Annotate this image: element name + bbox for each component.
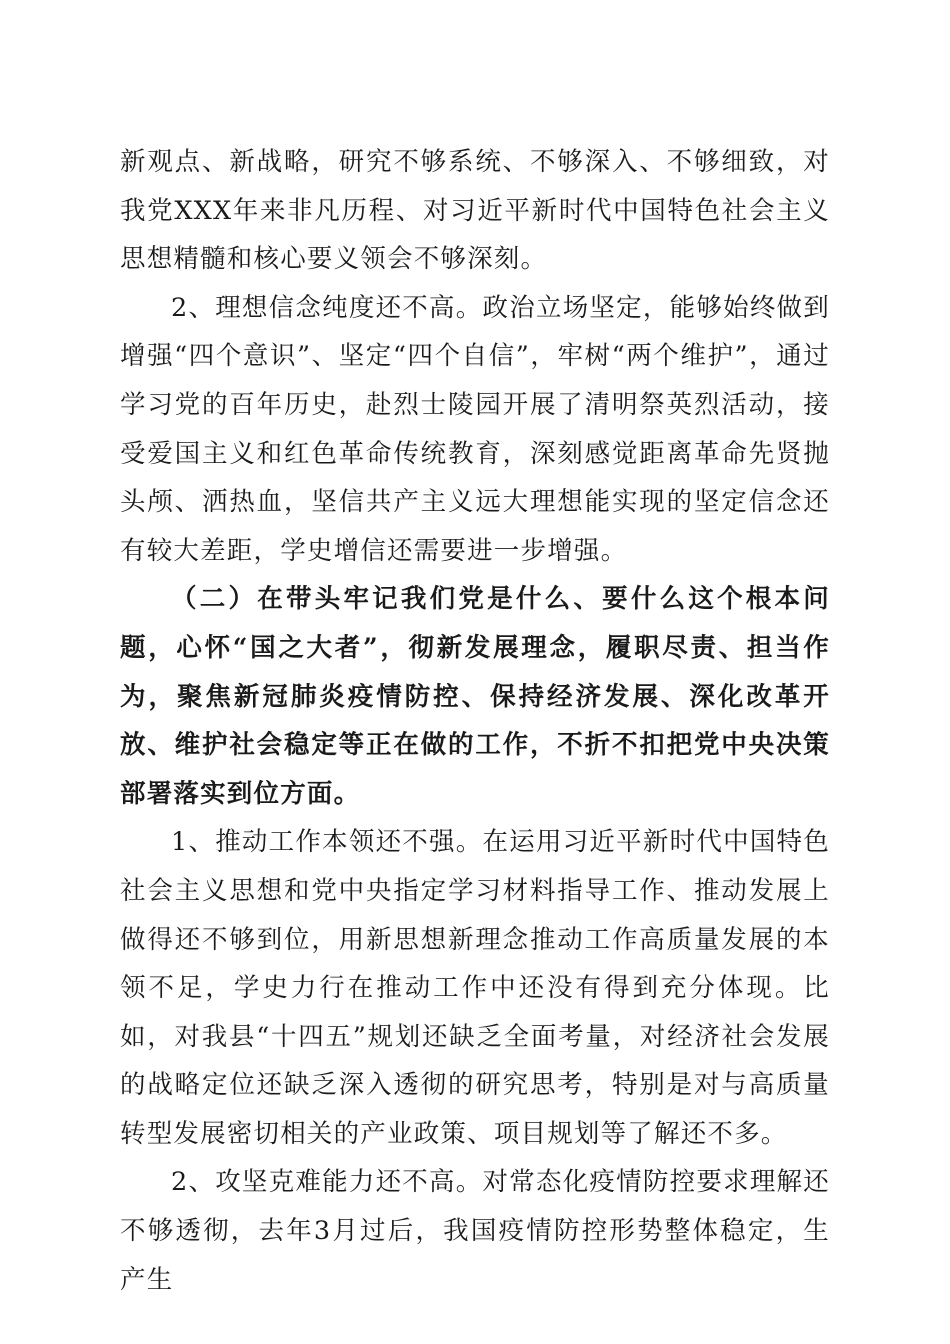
section-heading-2: （二）在带头牢记我们党是什么、要什么这个根本问题，心怀“国之大者”，彻新发展理念，履职尽责、担当作为，聚焦新冠肺炎疫情防控、保持经济发展、深化改革开放、维护社会稳定等正在做的工作，不折不扣把党中央决策部署落实到位方面。: [120, 584, 830, 809]
paragraph-item-2-problem-solving: 2、攻坚克难能力还不高。对常态化疫情防控要求理解还不够透彻，去年3月过后，我国疫情防控形势整体稳定，生产生: [120, 1167, 830, 1295]
paragraph-continuation: 新观点、新战略，研究不够系统、不够深入、不够细致，对我党XXX年来非凡历程、对习近平新时代中国特色社会主义思想精髓和核心要义领会不够深刻。: [120, 147, 830, 275]
paragraph-item-2-ideals: 2、理想信念纯度还不高。政治立场坚定，能够始终做到增强“四个意识”、坚定“四个自信”，牢树“两个维护”，通过学习党的百年历史，赴烈士陵园开展了清明祭英烈活动，接受爱国主义和红色革命传统教育，深刻感觉距离革命先贤抛头颅、洒热血，坚信共产主义远大理想能实现的坚定信念还有较大差距，学史增信还需要进一步增强。: [120, 292, 830, 566]
document-body: [120, 138, 830, 1304]
paragraph-item-1-work-ability: 1、推动工作本领还不强。在运用习近平新时代中国特色社会主义思想和党中央指定学习材料指导工作、推动发展上做得还不够到位，用新思想新理念推动工作高质量发展的本领不足，学史力行在推动工作中还没有得到充分体现。比如，对我县“十四五”规划还缺乏全面考量，对经济社会发展的战略定位还缺乏深入透彻的研究思考，特别是对与高质量转型发展密切相关的产业政策、项目规划等了解还不多。: [120, 827, 830, 1149]
